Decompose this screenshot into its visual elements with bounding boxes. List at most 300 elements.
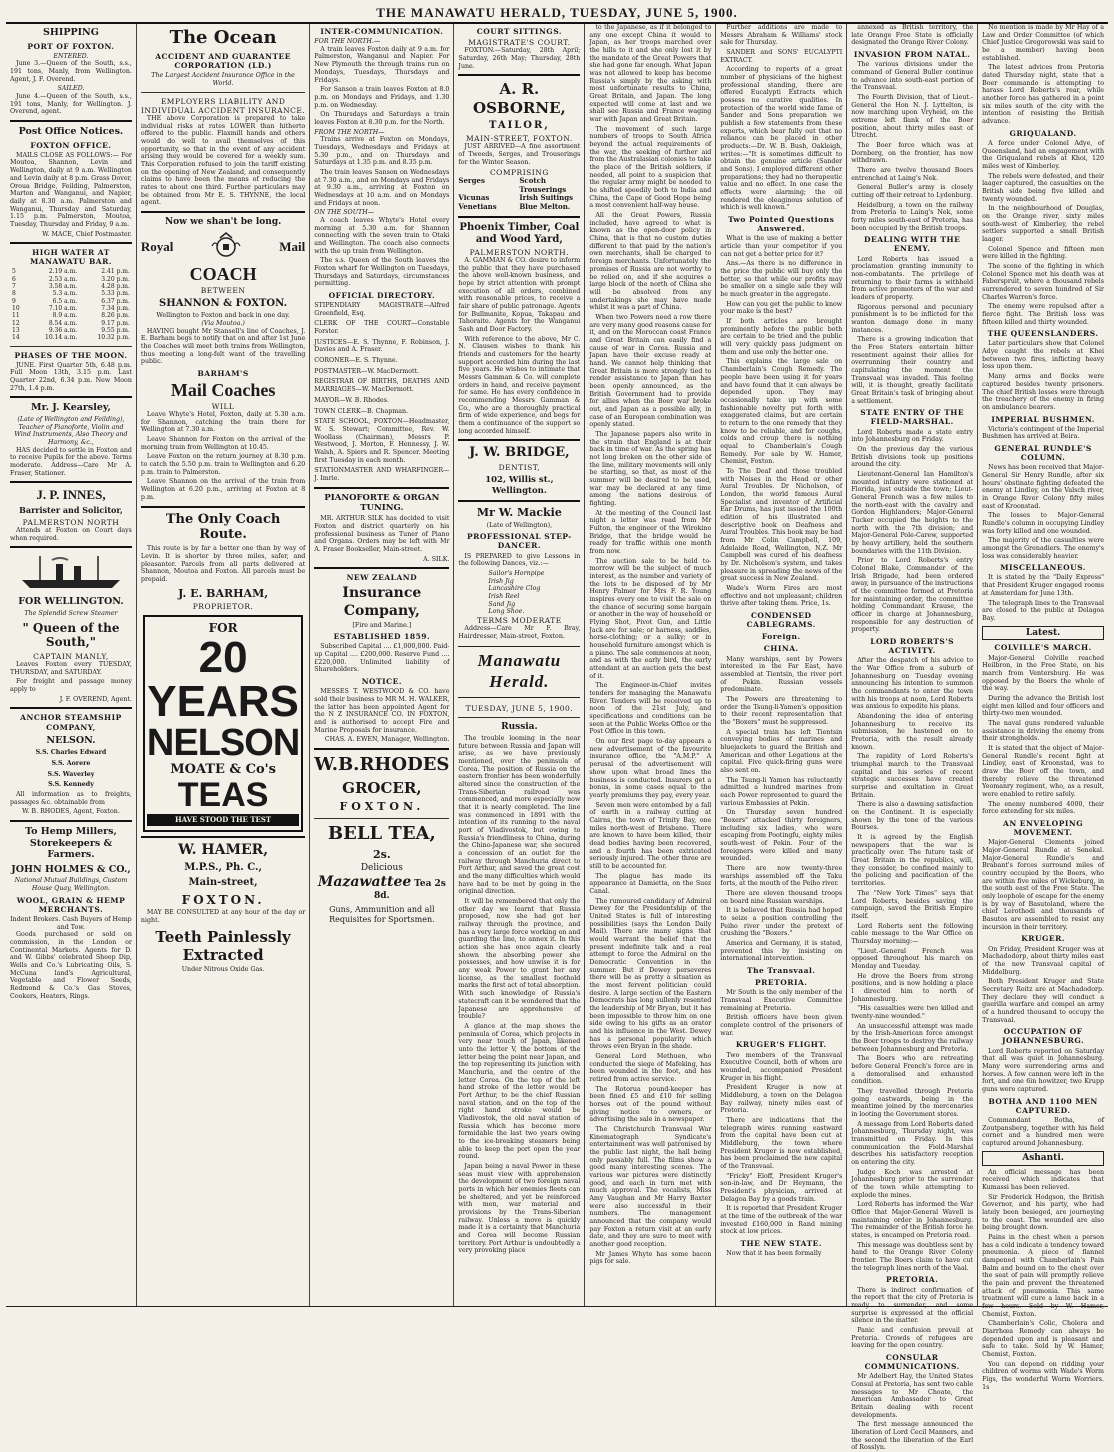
article-paragraph: Heidelburg, a town on the railway from Pretoria to Laing's Nek, some forty miles south-east of Pretoria, has been occupied by the British troops. — [851, 201, 974, 232]
tide-row — [10, 276, 132, 283]
article-paragraph: Abandoning the idea of entering Johannesburg to receive its submission, he hastened on to Pretoria, with the result already known. — [851, 713, 974, 751]
section-heading: LORD ROBERTS'S ACTIVITY. — [870, 637, 955, 656]
ship-name: S.S. Kennedy — [48, 781, 94, 789]
tide-cell: 10 — [12, 305, 20, 313]
masthead — [6, 4, 1108, 24]
cloth-list — [458, 177, 580, 211]
article-paragraph: How can you get the public to know your make is the best? — [720, 300, 843, 316]
tide-row — [10, 334, 132, 341]
north-text-3: On Thursdays and Saturdays a train leaves Foxton at 8.30 p.m. for the North. — [314, 111, 450, 126]
article-paragraph: When two Powers need a row there are very many good reasons cause for it, and on the Moroccan coast France and Great Britain can easily find a cause of war in Corea. Russia and Japan have their excuse ready at hand. We cannot help thinking that Great Britain is more strongly tied to render assistance to Japan than has been openly announced, as the British Government had to provide for allies when the Boer war broke out, and Japan as a possible ally, in case of an European combination was openly stated. — [589, 313, 712, 429]
dance-item: Lancashire Clog — [488, 585, 541, 593]
article-paragraph: It is stated that the object of Major-General Rundle's recent fight at Lindley, east of Kroonstad, was to draw the Boer off the town, and thereby relieve the threatened Yeomanry regiment, who, as a result, were enabled to retire safely. — [982, 745, 1105, 799]
tide-cell: 5 — [12, 268, 16, 276]
tide-cell: 2.41 p.m. — [101, 268, 130, 276]
tea-nelson: NELSON — [146, 721, 300, 764]
article-paragraph: Now that it has been formally — [726, 1250, 822, 1258]
ocean-sub3: EMPLOYERS LIABILITY AND INDIVIDUAL ACCIDENT INSURANCE. — [140, 96, 306, 115]
article-paragraph: A message from Lord Roberts dated Johannesburg, Thursday night, was transmitted on Friday. In this communication the Field-Marshal describes his satisfactory reception on entering the city. — [851, 1120, 974, 1166]
divider — [10, 546, 132, 548]
war-news-paragraphs — [851, 24, 973, 1452]
innes-sub: Barrister and Solicitor, — [19, 505, 123, 516]
royal-mail-banner — [141, 230, 305, 264]
stansell-text: HAVING bought Mr Stansell's line of Coaches, J. E. Barham begs to notify that on and after 1st June the Coaches will meet both trains from Wellington, thus meeting a long-felt want of the travelling public. — [140, 327, 306, 366]
columns — [6, 24, 1108, 1452]
tide-cell: 4.28 p.m. — [101, 283, 130, 291]
article-paragraph: The telegraph lines to the Transvaal are closed to the public at Delagoa Bay. — [982, 599, 1105, 622]
from-north-text: Trains arrive at Foxton on Mondays, Tuesdays, Wednesdays and Fridays at 5.30 p.m., and on Thursdays and Saturdays at 1.35 p.m. and 8.35 p.m. — [314, 136, 450, 167]
steamer-text: Leaves Foxton every TUESDAY, THURSDAY, and SATURDAY. — [10, 661, 132, 676]
column-8 — [978, 24, 1108, 1391]
article-paragraph: The Boer force which was at Dornberg, on the frontier, has now withdrawn. — [851, 141, 974, 165]
osborne-street: MAIN-STREET, FOXTON. — [466, 134, 573, 144]
mackie-text: IS PREPARED to give Lessons in the following Dances, viz.:— — [458, 552, 581, 568]
article-paragraph: Japan being a naval Power in these seas must view with apprehension the development of two foreign naval ports in which her enemies fleets can be sheltered, and yet be reinforced with men, war material and provisions by the Trans-Siberian railway. Unless a move is quickly made it is a certainty that Manchuria and Corea will become Russian territory. Port Arthur is undoubtedly a very provoking place — [458, 1162, 581, 1255]
article-paragraph: It is stated by the "Daily Express" that President Kruger engaged rooms at Amsterdam for June 13th. — [982, 574, 1105, 597]
article-paragraph: The "New York Times" says that Lord Roberts, besides saving the campaign, saved the British Empire itself. — [851, 889, 974, 920]
herald-logo: Manawatu Herald. — [458, 646, 580, 697]
tide-cell: 5.33 p.m. — [101, 290, 130, 298]
tide-table — [10, 268, 132, 341]
mail-word: Mail — [279, 238, 306, 254]
section-heading: CONDENSED CABLEGRAMS. — [746, 610, 816, 630]
directory-item: TOWN CLERK—B. Chapman. — [314, 407, 409, 415]
directory-item: POSTMASTER—W. MacDermott. — [314, 367, 420, 375]
article-paragraph: "Fricky" Eloff, President Kruger's son-in-law, and Dr Heymann, the President's physician, arrived at Delagoa Bay by a goods train. — [720, 1172, 843, 1203]
article-paragraph: Rigorous personal and pecuniary punishment is to be inflicted for the wanton damage done in many instances. — [851, 303, 974, 334]
steamer-captain: CAPTAIN MANLY, — [33, 651, 109, 661]
article-paragraph: News has been received that Major-General Sir Henry Rundle, after six hours' obstinate fighting defeated the enemy at Lindley, on the Valsch river, in Orange River Colony fifty miles east of Kroonstad. — [982, 464, 1105, 510]
tea-for: FOR — [208, 621, 238, 636]
article-paragraph: There are eleven thousand troops on board nine Russian warships. — [720, 890, 843, 905]
article-paragraph: It is agreed by the English newspapers that the war is practically over. The future task of Great Britain in the republics, will, they consider, be confined mainly to the policing and pacification of the territories. — [851, 834, 974, 888]
article-paragraph: The enemy were repulsed after a fierce fight. The British loss was fifteen killed and thirty wounded. — [982, 303, 1105, 326]
article-paragraph: During the advance the British lost eight men killed and four officers and thirty-two men wounded. — [982, 694, 1105, 718]
cloth-item: Scotch Trouserings — [519, 176, 567, 194]
divider — [314, 487, 449, 489]
directory-item: STATE SCHOOL, FOXTON—Headmaster, W. S. Stewart; Committee, Rev. W. Woollass (Chairman), Messrs P. Westwood, J. Morton, F. Hennessy, J. W. Walsh, A. Spiers and R. Spencer. Meeting first Tuesday in each month. — [314, 418, 450, 464]
guns-text: Guns, Ammunition and all Requisites for Sportsmen. — [329, 904, 435, 924]
tide-cell: 6 — [12, 275, 16, 283]
section-heading: STATE ENTRY OF THE FIELD-MARSHAL. — [860, 408, 965, 427]
column-1 — [6, 24, 137, 1306]
article-paragraph: Chamberlain's Colic, Cholera and Diarrhœa Remedy can always be depended upon and is pleasant and safe to take. Sold by W. Hamer, Chemist, Foxton. — [982, 1320, 1105, 1358]
article-paragraph: The rapidity of Lord Roberts's triumphal march to the Transvaal capital and his series of recent strategic successes have created surprise and exultation in Great Britain. — [851, 753, 974, 799]
mazawattee-label: Mazawattee — [317, 873, 412, 890]
tide-cell: 10.14 a.m. — [45, 334, 78, 342]
only-route-text: This route is by far a better one than by way of Levin. It is shorter by three miles, safer, and pleasanter. Parcels from all parts delivered at Shannon, Moutoa and Foxton. All parcels must be prepaid. — [140, 545, 306, 583]
article-paragraph: The movement of such large numbers of troops to South Africa beyond the actual requirements of the war, the seeking of further aid from the Australasian colonies to take the place of the British soldiers, if needed, all point to a suspicion that the regular army might be needed to be shifted speedily both to India and China, the Cape of Good Hope being a most convenient half-way house. — [589, 125, 712, 210]
article-paragraph: At the meeting of the Council last night a letter was read from Mr Fulton, the engineer of the Wirokino Bridge, that the bridge would be ready for traffic within one month from now. — [589, 509, 712, 556]
divider — [10, 820, 132, 822]
rhodes-sub: GROCER, — [342, 778, 422, 797]
post-office-text: MAILS CLOSE AS FOLLOWS:— For Moutoa, Shannon, Levin and Wellington, daily at 9 a.m. Wellington and Levin daily at 8 p.m. Grass Dover, Oroua Bridge, Feilding, Palmerston, Marton and Wanganui, and Napier, daily at 8.30 a.m. Palmerston and Wanganui, Thursday and Saturday, 1.15 p.m. Palmerston, Moutoa, Tuesday, Thursday and Friday, 9 a.m. — [10, 151, 132, 228]
wool-heading: WOOL, GRAIN & HEMP MERCHANTS. — [16, 895, 126, 914]
sanson-text: The train leaves Sanson on Wednesdays at 7.30 a.m., and on Mondays and Fridays at 9.30 a.m., arriving at Foxton on Wednesdays at 10 a.m. and on Mondays and Fridays at noon. — [314, 168, 450, 207]
editorial-paragraphs — [589, 24, 711, 1266]
article-paragraph: Sir Frederick Hodgson, the British Governor, and his party, who had lately been besieged, are journeying to the coast. The wounded are also being brought down. — [982, 1193, 1105, 1232]
bridge-sub: DENTIST, — [498, 463, 541, 473]
cloth-item: Irish Suitings — [519, 193, 574, 203]
ashanti-heading: Ashanti. — [982, 1151, 1104, 1166]
article-paragraph: A special train has left Tientsin conveying bodies of marines and bluejackets to guard the British and American and other Legations at the capital. Five quick-firing guns were also sent on. — [720, 728, 843, 774]
divider — [10, 707, 132, 709]
article-paragraph: General Lord Methuen, who conducted the siege of Mafeking, has been wounded in the foot, and has retired from active service. — [589, 1053, 712, 1084]
section-heading: The Transvaal. — [746, 966, 816, 976]
masthead-title: THE MANAWATU HERALD, TUESDAY, JUNE 5, 1900. — [376, 5, 738, 20]
article-paragraph: According to reports of a great number of physicians of the highest professional standing, there are offered Eucalypti Extracts which possess no curative qualities. In protection of the world wide fame of Sander and Sons preparation we publish a few statements from these experts, which bear fully out that no reliance can be placed in other products:—Dr. W. B. Bush, Oakleigh, writes:—"It is sometimes difficult to obtain the genuine article (Sander and Sons). I employed different other preparations; they had no therapeutic value and no effect. In one case the effects were alarming; the oil rendered the oleaginous solution of which is well known." — [720, 66, 843, 212]
dance-item: Irish Reel — [488, 592, 520, 600]
royal-crest-icon — [209, 232, 243, 262]
tea-teas: TEAS — [177, 775, 269, 814]
directory-item: MAYOR—W. B. Rhodes. — [314, 396, 389, 404]
article-paragraph: There are now twenty-three warships assembled off the Taku forts, at the mouth of the Peiho river. — [720, 865, 843, 888]
rhodes-heading: W.B.RHODES — [314, 753, 450, 775]
directory-item: STIPENDIARY MAGISTRATE—Alfred Greenfield, Esq. — [314, 302, 450, 317]
mackie-sub: (Late of Wellington), — [486, 521, 553, 529]
divider — [458, 439, 580, 441]
barham-name: J. E. BARHAM, — [178, 586, 269, 600]
tide-cell: 2.53 a.m. — [48, 275, 78, 283]
tide-cell: 10.32 p.m. — [97, 334, 130, 342]
will-label: WILL — [211, 401, 235, 411]
osborne-heading: A. R. OSBORNE, — [473, 80, 566, 117]
port-heading: PORT OF FOXTON. — [27, 41, 115, 51]
official-directory-heading: OFFICIAL DIRECTORY. — [328, 290, 436, 300]
tide-cell: 9.17 p.m. — [101, 319, 130, 327]
herald-date: TUESDAY, JUNE 5, 1900. — [465, 703, 574, 713]
article-paragraph: The Engineer-in-Chief invites tenders for managing the Manawatu River. Tenders will be received up to noon of the 21st July, and specifications and conditions can be seen at the Public Works Office or the Post Office in this town. — [589, 682, 712, 736]
kearsley-heading: Mr. J. Kearsley, — [31, 402, 111, 414]
teeth-heading: Teeth Painlessly Extracted — [155, 927, 291, 964]
coach-time-item: Leave Foxton on the return journey at 8.30 p.m. to catch the 5.50 p.m. train to Wellington and 6.20 p.m. train to Palmerston. — [140, 453, 306, 476]
article-paragraph: The Rotorua pound-keeper has been fined £5 and £10 for selling horses out of the pound without giving notice to owners, or advertising the sale in a newspaper. — [589, 1085, 712, 1124]
ship-name: S.S. Charles Edward — [35, 749, 107, 757]
section-heading: Two Pointed Questions Answered. — [728, 215, 835, 234]
coach-time-item: Leave Shannon on the arrival of the train from Wellington at 6.20 p.m., arriving at Foxton at 8 p.m. — [140, 478, 306, 501]
hamer-sub: M.P.S., Ph. C., — [184, 862, 262, 874]
court-text: FOXTON.—Saturday, 28th April; Saturday, 26th May; Thursday, 28th June. — [458, 47, 581, 70]
tide-cell: 8.26 p.m. — [101, 312, 130, 320]
directory-list — [314, 302, 449, 482]
divider — [10, 396, 132, 398]
article-paragraph: There are twelve thousand Boers entrenched at Laing's Nek. — [851, 166, 974, 182]
piano-text: MR. ARTHUR SILK has decided to visit Foxton and district quarterly on his professional business as Tuner of Piano and Organs. Orders may be left with Mr A. Fraser Bookseller, Main-street. — [314, 515, 450, 553]
article-paragraph: Lord Roberts made a state entry into Johannesburg on Friday. — [851, 428, 974, 444]
coach-time-item: Leave Whyte's Hotel, Foxton, daily at 5.30 a.m. for Shannon, catching the train there for Wellington at 7.30 a.m. — [140, 411, 306, 434]
tea-test-bar: HAVE STOOD THE TEST — [147, 814, 299, 827]
tide-cell: 12 — [12, 319, 20, 327]
article-paragraph: An unsuccessful attempt was made by the Irish-American force amongst the Boer troops to destroy the railway between Johannesburg and Pretoria. — [851, 1022, 974, 1053]
osborne-sub: TAILOR, — [488, 119, 550, 131]
article-paragraph: Mr James Whyte has some bacon pigs for sale. — [589, 1250, 712, 1266]
hamer-heading: W. HAMER, — [178, 842, 269, 859]
hamer-street: Main-street, — [188, 877, 258, 889]
article-paragraph: President Kruger is now at Middleburg, a town on the Delagoa Bay railway, ninety miles east of Pretoria. — [720, 1084, 843, 1115]
article-paragraph: He drove the Boers from strong positions, and is now holding a place I directed him to north of Johannesburg. — [851, 972, 974, 1003]
article-paragraph: "Lieut.-General French was opposed throughout his march on Monday and Tuesday. — [851, 947, 974, 970]
latest-paragraphs — [982, 643, 1104, 1147]
section-heading: IMPERIAL BUSHMEN. — [991, 414, 1095, 424]
article-paragraph: Two members of the Transvaal Executive Council, both of whom are wounded, accompanied President Kruger in his flight. — [720, 1051, 843, 1082]
tide-cell: 8 — [12, 290, 16, 298]
divider — [141, 92, 305, 93]
notice-heading: NOTICE. — [361, 677, 402, 687]
directory-item: CORONER—E. S. Thynne. — [314, 357, 398, 365]
tide-row — [10, 268, 132, 275]
article-paragraph: The Japanese papers also write in the strain that England is at their back in time of war. As the spring has not long broken on the other side of the line, military movements will only be starting, so that, as most of the summer will be desired to be used, war may be declared at any time among the nations desirous of fighting. — [589, 430, 712, 507]
news-paragraphs — [720, 24, 842, 1258]
section-heading: GRIQUALAND. — [1009, 128, 1077, 138]
ocean-sub2: The Largest Accident Insurance Office in the World. — [151, 72, 295, 87]
article-paragraph: The Fourth Division, that of Lieut.-General the Hon N. J. Lyttelton, is now marching upon Vryheid, on the extreme left flank of the Boer position, about thirty miles east of Utrecht. — [851, 93, 974, 140]
piano-heading: PIANOFORTE & ORGAN TUNING. — [324, 492, 440, 513]
directory-item: JUSTICES—E. S. Thynne, F. Robinson, J. Davies and A. Fraser. — [314, 338, 450, 354]
article-paragraph: The scene of the fighting in which Colonel Spence met his death was at Faberspruit, where a thousand rebels surrendered to seven hundred of Sir Charles Warren's force. — [982, 262, 1105, 301]
coach-time-item: Leave Shannon for Foxton on the arrival of the morning train from Wellington at 10.45. — [140, 436, 306, 451]
article-paragraph: Both President Kruger and State Secretary Reitz are at Machadodorp. They declare they will conduct a guerilla warfare and compel an army of a hundred thousand to occupy the Transvaal. — [982, 978, 1105, 1024]
directory-item: CLERK OF THE COURT—Constable Forster. — [314, 320, 450, 336]
north-text: A train leaves Foxton daily at 9 a.m. for Palmerston, Wanganui and Napier. For New Plymouth the through trains run on Mondays, Tuesdays, Thursdays and Fridays. — [314, 45, 450, 84]
article-paragraph: Later particulars show that Colonel Adye caught the rebels at Khei between two fires, inflicting heavy loss upon them. — [982, 340, 1105, 371]
article-paragraph: General Buller's army is closely cutting off their retreat to Lydenburg. — [851, 184, 974, 199]
divider — [141, 506, 305, 508]
mazawattee-line — [314, 863, 449, 902]
article-paragraph: The trouble looming in the near future between Russia and Japan will arise, as we have previously mentioned, over the peninsula of Corea. The position of Russia on the eastern frontier has been wonderfully altered since the construction of the Trans-Siberian railroad was commenced, and more especially now that it is nearly completed. The line was commenced in 1891 with the intention of its running to the naval port of Vladivostok, but owing to Russia's friendliness to China, during the Chino-Japanese war, she secured a concession of an outlet for the railway through Manchuria direct to Port Arthur, and saved the great cost and the many difficulties which would have had to be met by going in the original direction. — [458, 734, 581, 896]
article-paragraph: Lieutenant-General Ian Hamilton's mounted infantry were stationed at Florida, just outside the town; Lieut-General French was a few miles to the north-east with the cavalry and Gordon Highlanders; Major-General Tucker occupied the heights to the north with the 7th division; and Major-General Pole-Carew, supported by heavy artillery, held the southern boundaries with the 11th Division. — [851, 470, 974, 555]
inter-heading: INTER-COMMUNICATION. — [320, 27, 444, 36]
nz-sub: [Fire and Marine.] — [352, 621, 412, 629]
dance-item: Irish Jig — [488, 577, 514, 585]
ashanti-paragraphs — [982, 1169, 1104, 1392]
consult-text: MAY BE CONSULTED at any hour of the day or night. — [140, 909, 306, 924]
coach-times-list — [141, 411, 305, 501]
article-paragraph: The latest advices from Pretoria dated Thursday night, state that a Boer commando is attempting to harass Lord Roberts's rear, while another force has gathered in a point six miles south of the city with the intention of resisting the British advance. — [982, 64, 1105, 126]
post-office-sign: W. MACE, Chief Postmaster. — [42, 230, 132, 238]
article-paragraph: Many warships, sent by Powers interested in the Far East, have assembled at Tientsin, the river port of Pekin. Russian vessels predominate. — [720, 655, 843, 694]
article-paragraph: The Powers are threatening to order the Tsung-li-Yamen's opposition to their recent representation that the "Boxers" must be suppressed. — [720, 695, 843, 726]
divider — [314, 818, 449, 819]
article-paragraph: to the Japanese, as if it belonged to any one except China it would to Japan, as her troops marched over the hills to it and she only lost it by the mandate of the Great Powers that she had gone far enough. What Japan was not allowed to keep has become Russia's simply by the asking with most unfortunate results to China, Great Britain, and Japan. The long expected will come at last and we shall see Russia and France waging war with Japan and Great Britain. — [589, 24, 712, 124]
nelson-tea-ad — [143, 615, 303, 832]
tide-cell: 9.36 a.m. — [48, 326, 78, 334]
article-paragraph: The first message announced the liberation of Lord Cecil Manners, and the second the liberation of the Earl of Rosslyn. — [851, 1421, 974, 1452]
cloth-item: Venetians — [458, 201, 497, 211]
tide-cell: 13 — [12, 326, 20, 334]
tide-row — [10, 312, 132, 319]
tide-cell: 7.10 a.m. — [48, 305, 78, 313]
route-heading: SHANNON & FOXTON. — [159, 297, 288, 309]
section-heading: THE NEW STATE. — [740, 1238, 822, 1248]
article-paragraph: British officers have been given complete control of the prisoners of war. — [720, 1014, 843, 1037]
tide-heading: HIGH WATER AT MANAWATU BAR. — [29, 248, 112, 267]
article-paragraph: Commandant Botha, of Zoutpansberg, together with his field cornet and a hundred men were captured around Johannesburg. — [982, 1116, 1105, 1147]
phoenix-location: PALMERSTON NORTH. — [469, 247, 570, 257]
cloth-item: Blue Melton. — [519, 201, 571, 211]
rhodes-town: FOXTON. — [339, 800, 425, 814]
article-paragraph: The various divisions under the command of General Buller continue to advance into south-east portion of the Transvaal. — [851, 61, 974, 92]
article-paragraph: Judge Koch was arrested at Johannesburg prior to the surrender of the town while attempting to explode the mines. — [851, 1168, 974, 1199]
column-3 — [310, 24, 454, 1306]
hemp-heading: To Hemp Millers, Storekeepers & Farmers. — [25, 826, 117, 861]
article-paragraph: Major-General Clements joined Major-General Rundle at Senekal. Major-General Rundle's and Brabant's forces surround miles of country occupied by the Boers, who are within five miles of Wickeburg, in the south east of the Free State. The only loophole of escape for the enemy is by way of Basutoland, where the chief Lerothodi and thousands of Basutos are assembled to resist any incursion in their territory. — [982, 839, 1105, 931]
dance-item: Sand Jig — [488, 600, 516, 608]
via-label: (Via Moutoa.) — [201, 319, 245, 327]
section-heading: CHINA. — [763, 644, 799, 654]
phoenix-text: A. GAMMAN & CO. desire to inform the public that they have purchased the above well-known business, and hope by strict attention with prompt execution of all orders, combined with reasonable prices, to receive a fair share of public patronage. Agents for Bullmanite, Kopua, Takapau and Tahoraite. Agents for the Wanganui Sash and Door Factory. — [458, 257, 581, 334]
south-text-2: The s.s. Queen of the South leaves the Foxton wharf for Wellington on Tuesdays, Thursdays and Saturdays, circumstances permitting. — [314, 257, 450, 288]
bell-tea-heading: BELL TEA, — [327, 822, 436, 844]
article-paragraph: The losses to Major-General Rundle's column in occupying Lindley was forty killed and one wounded. — [982, 512, 1105, 535]
article-paragraph: Panic and confusion prevail at Pretoria. Crowds of refugees are leaving for the open country. — [851, 1326, 974, 1350]
article-paragraph: "His casualties were two killed and twenty-nine wounded." — [851, 1005, 974, 1020]
ship-name: S.S. Waverley — [47, 770, 95, 778]
tide-cell: 3.20 p.m. — [101, 275, 130, 283]
tide-cell: 6.37 p.m. — [101, 297, 130, 305]
bridge-address: 102, Willis st., Wellington. — [485, 475, 554, 496]
anchor-agent: W. B. RHODES, Agent, Foxton. — [22, 808, 120, 816]
divider — [10, 346, 132, 347]
divider — [141, 211, 305, 213]
article-paragraph: All the Great Powers, Russia included, have agreed to what is known as the open-door policy in China, that is that no custom duties different to that paid by the nation's own merchants, shall be charged to foreign merchants. Unfortunately the promises of Russia are not worthy to be relied on, and if she acquires a large block of the north of China she will be absolved from any undertakings she may have made whilst it was a part of China. — [589, 212, 712, 312]
section-heading: CONSULAR COMMUNICATIONS. — [864, 1352, 960, 1372]
section-heading: MISCELLANEOUS. — [1000, 563, 1086, 573]
divider — [10, 481, 132, 483]
anchor-heading: ANCHOR STEAMSHIP COMPANY, — [20, 713, 122, 732]
nz-title: Insurance Company, — [342, 585, 422, 619]
article-paragraph: This explains the large sale on Chamberlain's Cough Remedy. The people have been using it for years and have found that it can always be depended upon. They may occasionally take up with some fashionable novelty put forth with exaggerated claims, but are certain to return to the one remedy that they know to be reliable, and for coughs, colds and croup there is nothing equal to Chamberlain's Cough Remedy. For sale by W. Hamer, Chemist, Foxton. — [720, 358, 843, 466]
dance-item: Sailor's Hornpipe — [488, 569, 545, 577]
article-paragraph: It will be remembered that only the other day we learnt that Russia proposed, now she had got her railway through the province, and has a very large force working on and guarding the line, to annex it. In this action she has once again clearly shown the absorbing power she possesses, and how unwise it is for any weak Power to grant her any license, as the smallest foothold marks the first act of total absorption. With such knowledge of Russia's statecraft can it be wondered that the Japanese are apprehensive of trouble? — [458, 898, 581, 1021]
article-paragraph: A force under Colonel Adye, of Queensland, had an engagement with the Griqualand rebels at Khoi, 120 miles west of Kimberley. — [982, 139, 1105, 170]
nz-heading: NEW ZEALAND — [346, 573, 418, 583]
article-paragraph: What is the use of making a better article than your competitor if you can not get a better price for it? — [720, 235, 843, 258]
kearsley-text: HAS decided to settle in Foxton and to receive Pupils for the above. Terms moderate. Address—Care Mr A. Fraser, Stationer. — [10, 446, 132, 477]
ocean-heading: The Ocean — [169, 27, 277, 48]
article-paragraph: Pains in the chest when a person has a cold indicate a tendency toward pneumonia. A piece of flannel dampened with Chamberlain's Pain Balm and bound on to the chest over the seat of pain will promptly relieve the pain and prevent the threatened attack of pneumonia. This same treatment will cure a lame back in a few hours. Sold by W. Hamer, Chemist, Foxton. — [982, 1233, 1105, 1318]
article-paragraph: Prior to Lord Roberts's entry Colonel Blake, Commander of the Irish Brigade, had been ordered away, in pursuance of the instructions of the committee formed at Pretoria for maintaining order, the committee holding Commandant Krause, the officer in charge at Johannesburg, responsible for any destruction of property. — [851, 557, 974, 634]
section-heading: THE QUEENSLANDERS. — [987, 329, 1099, 339]
directory-item: STATIONMASTER AND WHARFINGER—J. Imrie. — [314, 467, 450, 482]
article-paragraph: If both articles are brought prominently before the public both are certain to be tried and the public will very quickly pass judgment on them and use only the better one. — [720, 318, 843, 356]
entered-label: ENTERED. — [53, 52, 89, 60]
column-5 — [585, 24, 716, 1306]
wool-text: Goods purchased or sold on commission, in the London or Continental Markets. Agents for D. and W. Gibbs' celebrated Sheep Dip, Wells and Co.'s Lubricating Oils, S. McCuna land's Agricultural, Vegetable and Flower Seeds, Redmond & Co.'s Gas Stoves, Cookers, Heaters, Rings. — [10, 931, 132, 1000]
article-paragraph: The Christchurch Transvaal War Kinematograph Syndicate's entertainment was well patronised by the public last night, the hall being only passably full. The films show a good many interesting scenes. The various war pictures were distinctly good, and each in turn met with much approval. The vocalists, Miss Amy Vaughan and Mr Harry Baxter were also successful in their numbers. The management announced that the company would pay Foxton a return visit at an early date, and they are sure to meet with another good reception. — [589, 1126, 712, 1249]
mackie-terms: TERMS MODERATE — [476, 615, 562, 625]
section-heading: OCCUPATION OF JOHANNESBURG. — [1001, 1027, 1085, 1046]
dance-item: Long Shoe. — [488, 608, 525, 616]
article-paragraph: On the previous day the various British divisions took up positions around the city. — [851, 445, 974, 469]
steamer-freight: For freight and passage money apply to — [10, 678, 132, 694]
hamer-town: FOXTON. — [181, 892, 265, 907]
court-sub: MAGISTRATE'S COURT. — [468, 38, 571, 48]
tide-cell: 5.3 a.m. — [52, 290, 78, 298]
steamer-agent: J. F. OVEREND, Agent. — [59, 695, 132, 703]
section-heading: DEALING WITH THE ENEMY. — [864, 235, 961, 254]
shipping-heading: SHIPPING — [43, 27, 99, 38]
section-heading: Foreign. — [761, 632, 801, 642]
proprietor-label: PROPRIETOR. — [192, 601, 254, 611]
divider — [458, 500, 580, 502]
article-paragraph: Many arms and flocks were captured besides twenty prisoners. The chief British losses were through the treachery of the enemy in firing on ambulance bearers. — [982, 373, 1105, 411]
latest-heading: Latest. — [982, 626, 1104, 641]
shipping-entered-text: June 3.—Queen of the South, s.s., 191 tons, Manly, from Wellington. Agent, J. F. Overend. — [10, 60, 132, 83]
column-2 — [137, 24, 310, 1306]
mackie-heading: Mr W. Mackie — [476, 506, 562, 520]
article-paragraph: It is believed that Russia had hoped to seize a position controlling the Peiho river under the pretext of crushing the "Boxers." — [720, 907, 843, 938]
tide-cell: 8.9 a.m. — [52, 312, 78, 320]
phoenix-text-2: With reference to the above, Mr C. N. Clausen wishes to thank his friends and customers for the hearty support accorded him during the last five years. He wishes to intimate that Messrs Gamman & Co. will complete orders in hand, and receive payment for same. He has every confidence in recommending Messrs Gamman & Co., who are a thoroughly practical firm of wide experience, and begs for them a continuance of the support so long accorded himself. — [458, 335, 581, 435]
steamer-intro: The Splendid Screw Steamer — [24, 610, 118, 618]
innes-heading: J. P. INNES, — [36, 487, 106, 503]
north-text-2: For Sanson a train leaves Foxton at 8.0 p.m. on Mondays and Fridays, and 1.30 p.m. on Wednesday. — [314, 86, 450, 109]
article-paragraph: Mr South is the only member of the Transvaal Executive Committee remaining at Pretoria. — [720, 989, 843, 1012]
only-route-heading: The Only Coach Route. — [165, 511, 281, 543]
article-paragraph: The plague has made its appearance at Damietta, on the Suez Canal. — [589, 872, 712, 895]
nz-established: ESTABLISHED 1859. — [333, 632, 431, 642]
south-label: ON THE SOUTH— — [314, 209, 375, 217]
tide-cell: 2.19 a.m. — [48, 268, 78, 276]
section-heading: GENERAL RUNDLE'S COLUMN. — [994, 444, 1092, 463]
russia-article — [458, 735, 580, 1255]
mail-coaches-heading: Mail Coaches — [170, 380, 276, 401]
divider — [141, 836, 305, 838]
shaking-heading: Now we shan't be long. — [164, 216, 282, 227]
article-paragraph: Seven men were entombed by a fall of earth in a railway cutting at Cairns, the town of Trinity Bay, one miles north-west of Brisbane. There are known to have been killed, their dead bodies having been recovered, and a fourth has been extricated seriously injured. The other three are still to be accounted for. — [589, 801, 712, 870]
section-heading: AN ENVELOPING MOVEMENT. — [1003, 819, 1084, 838]
osborne-text: JUST ARRIVED—A fine assortment of Tweeds, Serges, and Trouserings for the Winter Season. — [458, 143, 581, 166]
article-paragraph: You can depend on ridding your children of worms with Wade's Worm Figs, the wonderful Worm Worriers. 1s — [982, 1360, 1105, 1391]
cloth-item: Vicunas — [458, 193, 490, 203]
post-office-heading: Post Office Notices. — [18, 126, 124, 138]
between-label: BETWEEN — [200, 285, 246, 295]
article-paragraph: The majority of the casualties were amongst the Grenadiers. The enemy's loss was considerably heavier. — [982, 537, 1105, 560]
section-heading: INVASION FROM NATAL. — [853, 50, 971, 60]
divider — [458, 717, 580, 718]
bridge-heading: J. W. BRIDGE, — [469, 445, 570, 461]
tide-cell: 7 — [12, 283, 16, 291]
tide-cell: 7.34 p.m. — [101, 305, 130, 313]
comprising-label: COMPRISING — [489, 168, 549, 178]
sailed-label: SAILED. — [57, 85, 85, 93]
nz-capital: Subscribed Capital .... £1,000,000. Paid-up Capital .... £200,000. Reserve Fund .... £220,000. Unlimited liability of Shareholders. — [314, 643, 450, 674]
tide-cell: 8.54 a.m. — [48, 319, 78, 327]
south-text: A coach leaves Whyte's Hotel every morning at 5.30 a.m. for Shannon connecting with the seven train to Otaki and Wellington. The coach also connects with the up train from Wellington. — [314, 216, 450, 255]
article-paragraph: Victoria's contingent of the Imperial Bushmen has arrived at Beira. — [982, 425, 1105, 441]
article-paragraph: No mention is made by Mr Hay of a Law and Order Committee (of which Chief Justice Gregorowski was said to be a member) having been established. — [982, 24, 1105, 62]
article-paragraph: An official message has been received which indicates that Kumassi has been relieved. — [982, 1168, 1105, 1191]
royal-word: Royal — [140, 238, 174, 254]
dance-list — [458, 570, 580, 616]
article-paragraph: The naval guns rendered valuable assistance in driving the enemy from their strongholds. — [982, 720, 1105, 743]
article-paragraph: Lord Roberts has issued a proclamation granting immunity to non-combatants. The privilege of returning to their farms is withheld from active promoters of the war and leaders of property. — [851, 255, 974, 301]
article-paragraph: To The Deaf and those troubled with Noises in the Head or other Aural Troubles. Dr Nicholson, of London, the world famous Aural Specialist and inventor of Artificial Ear Drums, has just issued the 100th edition of his illustrated and descriptive book on Deafness and Aural Troubles. This book may be had from Mr Colin Campbell, 109, Adelaide Road, Wellington, N.Z. Mr Campbell was cured of his deafness by Dr. Nicholson's system, and takes pleasure in spreading the news of the great success in New Zealand. — [720, 467, 843, 583]
article-paragraph: Lord Roberts sent the following cable message to the War Office on Thursday morning:— — [851, 922, 974, 945]
tide-cell: 9 — [12, 297, 16, 305]
section-heading: KRUGER. — [1021, 934, 1065, 944]
article-paragraph: Lord Roberts reported on Saturday that all was quiet in Johannesburg. Many were surrendering arms and horses. A few cannon were left in the fort, and one 6in howitzer, two Krupp guns were captured. — [982, 1047, 1105, 1093]
article-paragraph: Colonel Spence and fifteen men were killed in the fighting. — [982, 245, 1105, 261]
divider — [314, 567, 449, 569]
shipping-sailed-text: June 4.—Queen of the South, s.s., 191 tons, Manly, for Wellington. J. Overend, agent. — [10, 93, 132, 116]
innes-location: PALMERSTON NORTH — [22, 518, 120, 527]
from-north-label: FROM THE NORTH— — [314, 128, 385, 136]
moon-heading: PHASES OF THE MOON. — [14, 350, 128, 360]
tide-row — [10, 290, 132, 297]
section-heading: COLVILLE'S MARCH. — [994, 643, 1092, 653]
article-paragraph: A glance at the map shows the peninsula of Corea, which projects in very near touch of Japan, likened unto the letter V, the bottom of the letter being the point near Japan, and the top representing its junction with Manchuria, and the centre of the letter Corea. On the top of the left hand stroke of the letter would be Port Arthur, to be the chief Russian naval station, and on the top of the right hand stroke would be Vladivostok, the old naval station of Russia which has become more formidable the last two years owing to the ice-breaking steamers being able to keep the port open the year round. — [458, 1022, 581, 1161]
